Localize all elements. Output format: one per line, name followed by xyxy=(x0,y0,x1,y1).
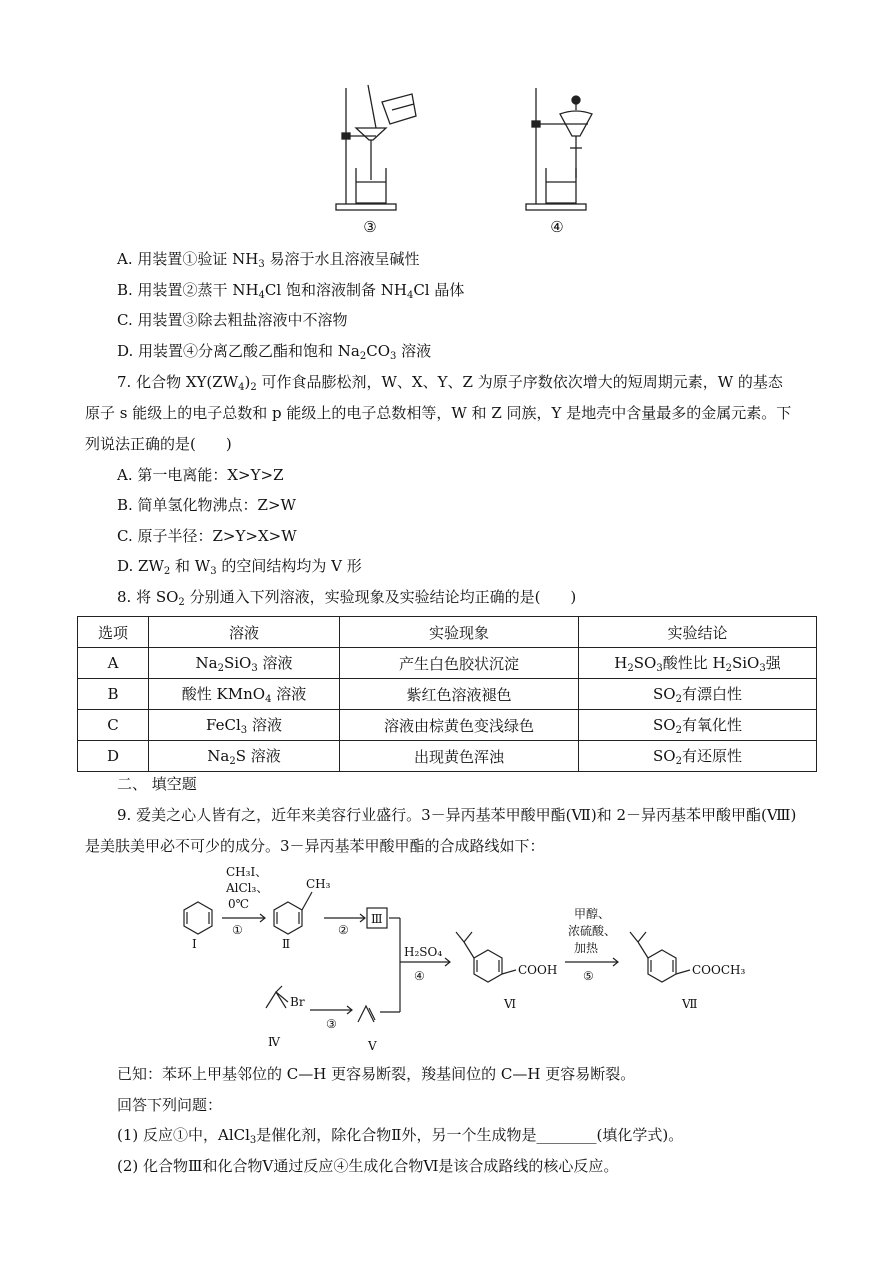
reagent1-line2: AlCl₃、 xyxy=(226,881,269,895)
sub-question-1: (1) 反应①中，AlCl$_3$是催化剂，除化合物Ⅱ外，另一个生成物是________(填化学式)。 xyxy=(117,1126,684,1146)
q7-option-c: C. 原子半径：Z>Y>X>W xyxy=(117,527,297,545)
compound-VII-label: Ⅶ xyxy=(682,997,698,1011)
reagent5-line2: 浓硫酸、 xyxy=(568,924,617,938)
table-header: 实验现象 xyxy=(340,617,579,648)
reagent5-line3: 加热 xyxy=(574,941,599,955)
cooh-label: COOH xyxy=(518,963,558,977)
reagent4-label: H₂SO₄ xyxy=(404,945,443,959)
q6-option-d: D. 用装置④分离乙酸乙酯和饱和 $Na_2CO_3$ 溶液 xyxy=(117,342,432,362)
table-header: 选项 xyxy=(78,617,149,648)
q7-stem-line3: 列说法正确的是( ) xyxy=(85,435,232,453)
section-heading: 二、 填空题 xyxy=(117,775,197,793)
compound-IV-label: Ⅳ xyxy=(268,1035,280,1049)
step2-label: ② xyxy=(338,923,349,937)
step3-label: ③ xyxy=(326,1017,337,1031)
br-label: Br xyxy=(290,995,305,1009)
q7-stem-line1: 7. 化合物 $XY(ZW_4)_2$ 可作食品膨松剂，W、X、Y、Z 为原子序数依次增大的短周期元素，W 的基态 xyxy=(117,373,783,393)
sub-question-2: (2) 化合物Ⅲ和化合物Ⅴ通过反应④生成化合物Ⅵ是该合成路线的核心反应。 xyxy=(117,1157,619,1175)
reagent1-line3: 0℃ xyxy=(228,897,250,911)
q9-stem-line2: 是美肤美甲必不可少的成分。3－异丙基苯甲酸甲酯的合成路线如下： xyxy=(85,837,545,855)
synthesis-scheme xyxy=(170,862,770,1054)
answer-intro: 回答下列问题： xyxy=(117,1096,223,1114)
table-row: D $Na_2S$ 溶液 出现黄色浑浊 $SO_2$有还原性 xyxy=(78,741,817,772)
reagent1-line1: CH₃I、 xyxy=(226,865,268,879)
step1-label: ① xyxy=(232,923,243,937)
cooch3-label: COOCH₃ xyxy=(692,963,746,977)
q7-option-a: A. 第一电离能：X>Y>Z xyxy=(117,466,284,484)
ch3-label: CH₃ xyxy=(306,877,331,891)
table-row: B 酸性 KMnO$_4$ 溶液 紫红色溶液褪色 $SO_2$有漂白性 xyxy=(78,679,817,710)
apparatus-label-3: ③ xyxy=(363,218,377,236)
q9-stem-line1: 9. 爱美之心人皆有之，近年来美容行业盛行。3－异丙基苯甲酸甲酯(Ⅶ)和 2－异丙基苯甲酸甲酯(Ⅷ) xyxy=(117,806,797,824)
compound-II-label: Ⅱ xyxy=(282,937,291,951)
q8-table xyxy=(77,616,817,772)
q6-option-c: C. 用装置③除去粗盐溶液中不溶物 xyxy=(117,311,348,329)
known-text: 已知：苯环上甲基邻位的 C—H 更容易断裂，羧基间位的 C—H 更容易断裂。 xyxy=(117,1065,636,1083)
table-header: 实验结论 xyxy=(579,617,817,648)
step5-label: ⑤ xyxy=(583,969,594,983)
apparatus-figure xyxy=(320,80,620,220)
compound-V-label: Ⅴ xyxy=(368,1039,377,1053)
q8-stem: 8. 将 $SO_2$ 分别通入下列溶液，实验现象及实验结论均正确的是( ) xyxy=(117,588,577,608)
table-row: A $Na_2SiO_3$ 溶液 产生白色胶状沉淀 $H_2SO_3$酸性比 $H_2SiO_3$强 xyxy=(78,648,817,679)
reagent5-line1: 甲醇、 xyxy=(574,907,611,921)
compound-VI-label: Ⅵ xyxy=(504,997,517,1011)
table-row: C FeCl$_3$ 溶液 溶液由棕黄色变浅绿色 $SO_2$有氧化性 xyxy=(78,710,817,741)
q6-option-b: B. 用装置②蒸干 $NH_4Cl$ 饱和溶液制备 $NH_4Cl$ 晶体 xyxy=(117,281,465,301)
q7-stem-line2: 原子 s 能级上的电子总数和 p 能级上的电子总数相等，W 和 Z 同族，Y 是地壳中含量最多的金属元素。下 xyxy=(85,404,792,422)
q6-option-a: A. 用装置①验证 $NH_3$ 易溶于水且溶液呈碱性 xyxy=(117,250,420,270)
compound-I-label: Ⅰ xyxy=(192,937,197,951)
step4-label: ④ xyxy=(414,969,425,983)
apparatus-label-4: ④ xyxy=(550,218,564,236)
q7-option-d: D. $ZW_2$ 和 $W_3$ 的空间结构均为 V 形 xyxy=(117,557,362,577)
table-header: 溶液 xyxy=(149,617,340,648)
compound-III-label: Ⅲ xyxy=(371,912,383,926)
q7-option-b: B. 简单氢化物沸点：Z>W xyxy=(117,496,296,514)
